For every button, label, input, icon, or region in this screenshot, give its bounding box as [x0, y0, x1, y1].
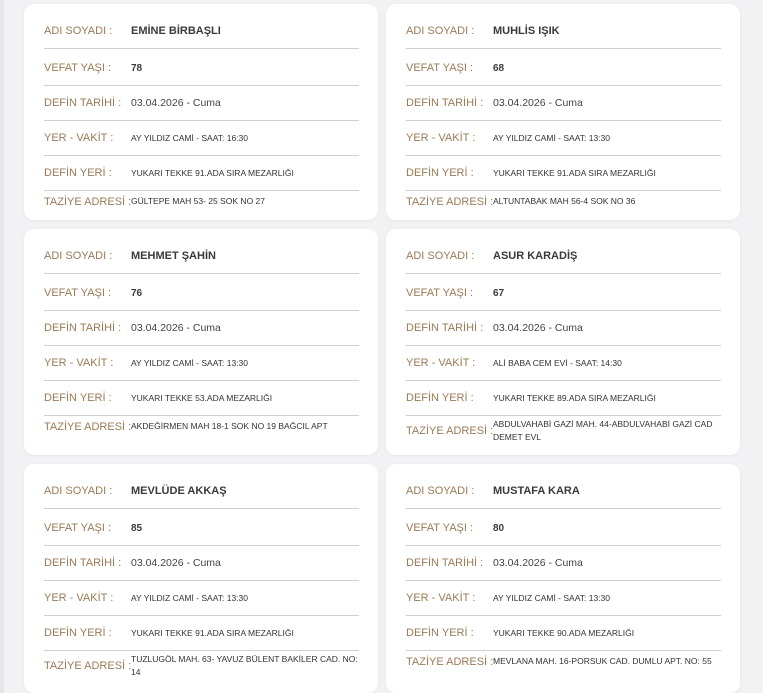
place-label: DEFİN YERİ :: [44, 627, 112, 639]
address-label: TAZİYE ADRESİ :: [406, 655, 494, 668]
address-value: AKDEĞİRMEN MAH 18-1 SOK NO 19 BAĞCIL APT: [131, 421, 328, 431]
age-row: [406, 51, 721, 86]
date-value: 03.04.2026 - Cuma: [493, 321, 583, 334]
place-label: DEFİN YERİ :: [406, 627, 474, 639]
name-label: ADI SOYADI :: [44, 25, 113, 37]
address-row: [44, 409, 359, 444]
date-row: [406, 546, 721, 581]
time-value: AY YILDIZ CAMİ - SAAT: 13:30: [493, 132, 610, 143]
time-value: AY YILDIZ CAMİ - SAAT: 13:30: [493, 592, 610, 603]
time-value: AY YILDIZ CAMİ - SAAT: 13:30: [131, 357, 248, 368]
date-label: DEFİN TARİHİ :: [406, 322, 484, 334]
name-row: [406, 14, 721, 49]
age-row: [406, 276, 721, 311]
address-label: TAZİYE ADRESİ :: [44, 420, 132, 433]
age-label: VEFAT YAŞI :: [44, 287, 112, 299]
time-row: [406, 581, 721, 616]
time-label: YER - VAKİT :: [406, 132, 476, 144]
name-row: [406, 474, 721, 509]
obituary-card: [24, 464, 378, 693]
age-row: [44, 51, 359, 86]
obituary-card: [24, 4, 378, 220]
date-label: DEFİN TARİHİ :: [406, 557, 484, 569]
address-row: [406, 411, 721, 451]
place-value: YUKARI TEKKE 53.ADA MEZARLIĞI: [131, 392, 273, 403]
time-value: AY YILDIZ CAMİ - SAAT: 16:30: [131, 132, 248, 143]
place-value: YUKARI TEKKE 91.ADA SIRA MEZARLIĞI: [493, 167, 656, 178]
name-value: MUHLİS IŞIK: [493, 24, 560, 37]
name-label: ADI SOYADI :: [406, 25, 475, 37]
date-value: 03.04.2026 - Cuma: [493, 556, 583, 569]
time-label: YER - VAKİT :: [406, 357, 476, 369]
age-value: 67: [493, 287, 505, 299]
place-value: YUKARI TEKKE 91.ADA SIRA MEZARLIĞI: [131, 627, 294, 638]
name-label: ADI SOYADI :: [44, 250, 113, 262]
place-label: DEFİN YERİ :: [406, 167, 474, 179]
place-value: YUKARI TEKKE 89.ADA SIRA MEZARLIĞI: [493, 392, 656, 403]
date-label: DEFİN TARİHİ :: [44, 322, 122, 334]
address-value: ABDULVAHABİ GAZİ MAH. 44-ABDULVAHABİ GAZİ CAD DEMET EVL: [493, 419, 713, 442]
address-value: GÜLTEPE MAH 53- 25 SOK NO 27: [131, 196, 265, 206]
address-row: [44, 646, 359, 686]
name-label: ADI SOYADI :: [406, 485, 475, 497]
time-row: [44, 346, 359, 381]
name-label: ADI SOYADI :: [406, 250, 475, 262]
age-label: VEFAT YAŞI :: [406, 62, 474, 74]
name-row: [44, 474, 359, 509]
address-label: TAZİYE ADRESİ :: [44, 195, 132, 208]
name-row: [44, 239, 359, 274]
date-label: DEFİN TARİHİ :: [406, 97, 484, 109]
name-value: EMİNE BİRBAŞLI: [131, 24, 221, 37]
address-label: TAZİYE ADRESİ :: [44, 660, 132, 672]
time-label: YER - VAKİT :: [44, 132, 114, 144]
address-row: [406, 644, 721, 679]
name-row: [406, 239, 721, 274]
time-label: YER - VAKİT :: [44, 592, 114, 604]
place-label: DEFİN YERİ :: [44, 167, 112, 179]
date-row: [406, 311, 721, 346]
place-label: DEFİN YERİ :: [44, 392, 112, 404]
age-value: 80: [493, 522, 505, 534]
time-value: AY YILDIZ CAMİ - SAAT: 13:30: [131, 592, 248, 603]
date-row: [406, 86, 721, 121]
address-value: MEVLANA MAH. 16-PORSUK CAD. DUMLU APT. NO: 55: [493, 656, 712, 666]
address-row: [406, 184, 721, 219]
obituary-card: [24, 229, 378, 455]
date-value: 03.04.2026 - Cuma: [493, 96, 583, 109]
obituary-card: [386, 229, 740, 455]
date-row: [44, 86, 359, 121]
time-label: YER - VAKİT :: [406, 592, 476, 604]
time-row: [44, 121, 359, 156]
place-label: DEFİN YERİ :: [406, 392, 474, 404]
date-row: [44, 546, 359, 581]
age-label: VEFAT YAŞI :: [406, 287, 474, 299]
address-label: TAZİYE ADRESİ :: [406, 195, 494, 208]
address-label: TAZİYE ADRESİ :: [406, 425, 494, 437]
name-value: MUSTAFA KARA: [493, 484, 580, 497]
address-value: TUZLUGÖL MAH. 63- YAVUZ BÜLENT BAKİLER CAD. NO: 14: [131, 654, 358, 677]
age-value: 85: [131, 522, 143, 534]
obituary-card: [386, 4, 740, 220]
place-value: YUKARI TEKKE 90.ADA MEZARLIĞI: [493, 627, 635, 638]
name-value: MEHMET ŞAHİN: [131, 249, 216, 262]
date-label: DEFİN TARİHİ :: [44, 557, 122, 569]
address-row: [44, 184, 359, 219]
age-label: VEFAT YAŞI :: [406, 522, 474, 534]
age-row: [44, 511, 359, 546]
age-label: VEFAT YAŞI :: [44, 62, 112, 74]
time-row: [406, 346, 721, 381]
page-edge: [0, 0, 4, 693]
name-label: ADI SOYADI :: [44, 485, 113, 497]
date-value: 03.04.2026 - Cuma: [131, 556, 221, 569]
place-value: YUKARI TEKKE 91.ADA SIRA MEZARLIĞI: [131, 167, 294, 178]
name-value: MEVLÜDE AKKAŞ: [131, 484, 227, 497]
age-value: 76: [131, 287, 143, 299]
date-row: [44, 311, 359, 346]
age-value: 68: [493, 62, 505, 74]
name-row: [44, 14, 359, 49]
date-value: 03.04.2026 - Cuma: [131, 321, 221, 334]
name-value: ASUR KARADİŞ: [493, 249, 578, 262]
time-value: ALİ BABA CEM EVİ - SAAT: 14:30: [493, 357, 622, 368]
age-row: [44, 276, 359, 311]
time-label: YER - VAKİT :: [44, 357, 114, 369]
age-row: [406, 511, 721, 546]
date-value: 03.04.2026 - Cuma: [131, 96, 221, 109]
age-label: VEFAT YAŞI :: [44, 522, 112, 534]
address-value: ALTUNTABAK MAH 56-4 SOK NO 36: [493, 196, 636, 206]
obituary-card: [386, 464, 740, 693]
time-row: [44, 581, 359, 616]
age-value: 78: [131, 62, 143, 74]
date-label: DEFİN TARİHİ :: [44, 97, 122, 109]
time-row: [406, 121, 721, 156]
